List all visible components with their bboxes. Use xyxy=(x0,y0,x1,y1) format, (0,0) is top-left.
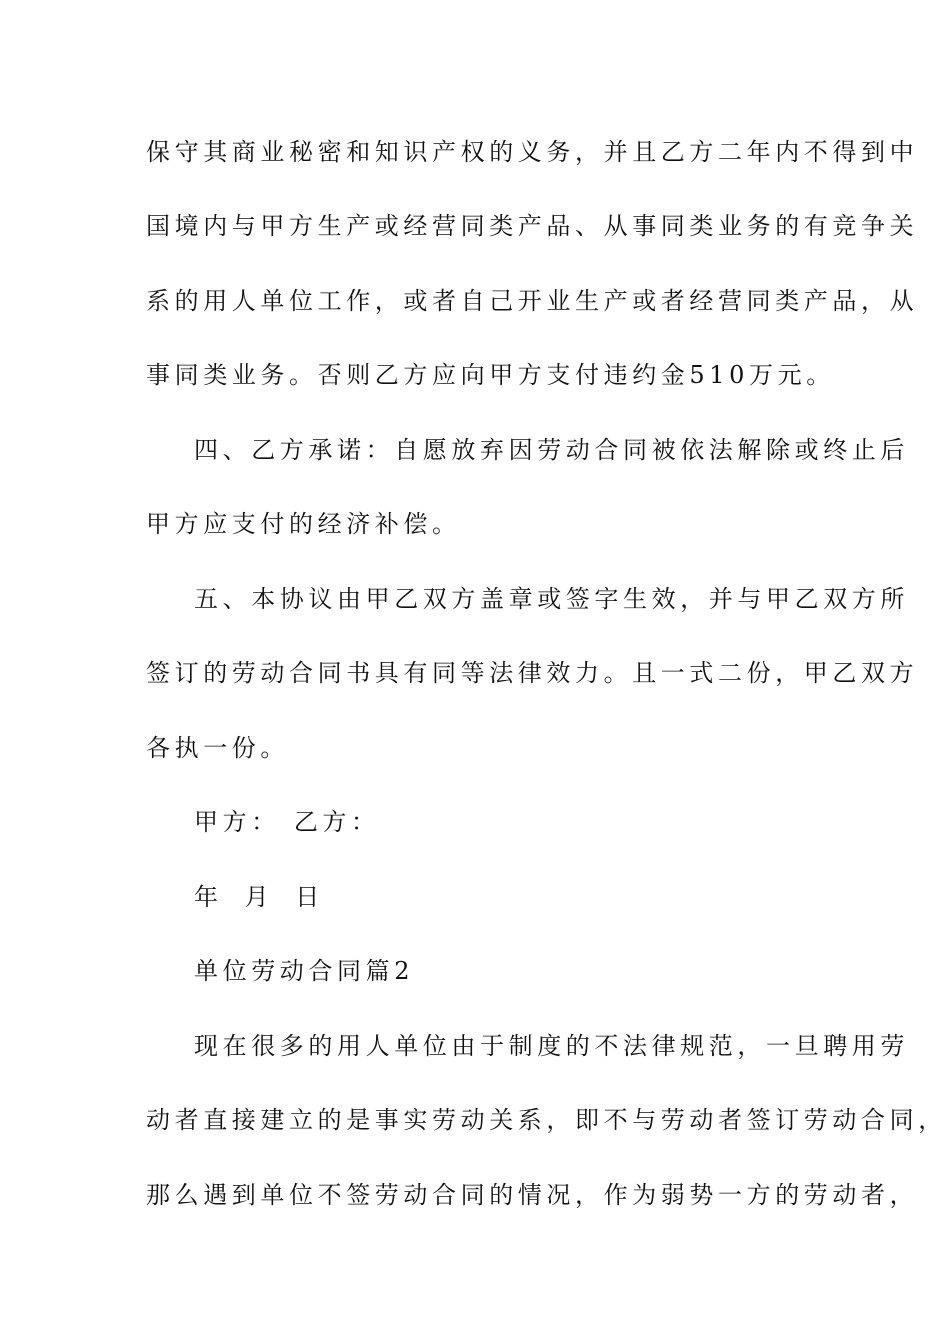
paragraph-line: 国境内与甲方生产或经营同类产品、从事同类业务的有竞争关 xyxy=(146,212,919,240)
paragraph-line: 五、本协议由甲乙双方盖章或签字生效，并与甲乙双方所 xyxy=(194,585,909,613)
date-line xyxy=(194,882,324,912)
paragraph-line: 签订的劳动合同书具有同等法律效力。且一式二份，甲乙双方 xyxy=(146,659,919,687)
paragraph-line: 动者直接建立的是事实劳动关系，即不与劳动者签订劳动合同， xyxy=(146,1106,947,1134)
paragraph-line: 保守其商业秘密和知识产权的义务，并且乙方二年内不得到中 xyxy=(146,138,919,166)
paragraph-line: 各执一份。 xyxy=(146,734,289,762)
paragraph-line: 事同类业务。否则乙方应向甲方支付违约金510万元。 xyxy=(146,361,835,389)
party-b-label: 乙方： xyxy=(293,808,380,836)
signature-line xyxy=(194,807,380,837)
paragraph-line: 系的用人单位工作，或者自己开业生产或者经营同类产品，从 xyxy=(146,287,919,315)
paragraph-line: 那么遇到单位不签劳动合同的情况，作为弱势一方的劳动者， xyxy=(146,1181,919,1209)
paragraph-line: 现在很多的用人单位由于制度的不法律规范，一旦聘用劳 xyxy=(194,1032,909,1060)
date-year-label: 年 xyxy=(194,883,223,911)
paragraph-line: 甲方应支付的经济补偿。 xyxy=(146,510,461,538)
section-title: 单位劳动合同篇2 xyxy=(194,957,415,985)
date-day-label: 日 xyxy=(295,883,324,911)
party-a-label: 甲方： xyxy=(194,808,280,836)
date-month-label: 月 xyxy=(244,883,274,911)
paragraph-line: 四、乙方承诺：自愿放弃因劳动合同被依法解除或终止后 xyxy=(194,436,909,464)
